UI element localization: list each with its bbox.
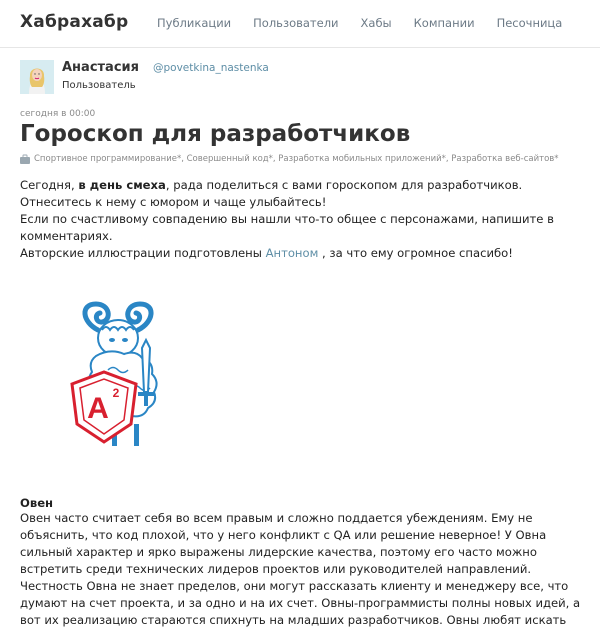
intro-paragraph-1: Сегодня, в день смеха, рада поделиться с вами гороскопом для разработчиков. Отнеситесь к нему с юмором и чаще улыбайтесь! [20,178,523,209]
intro-paragraph-2: Если по счастливому совпадению вы нашли что-то общее с персонажами, напишите в комментариях. [20,212,554,243]
top-header [0,0,600,48]
author-role: Пользователь [62,80,136,91]
illustrator-link[interactable]: Антоном [265,246,319,260]
author-name[interactable]: Анастасия [62,60,139,75]
intro-bold: в день смеха [78,178,166,192]
nav-companies[interactable]: Компании [413,16,475,30]
section-title-aries: Овен [20,496,54,510]
badge-superscript: 2 [112,386,120,400]
post-title[interactable]: Гороскоп для разработчиков [20,121,411,147]
avatar[interactable] [20,60,54,94]
main-nav [157,16,584,30]
post-hubs [20,154,559,164]
section-body-aries: Овен часто считает себя во всем правым и сложно поддается убеждениям. Ему не объяснить, что код плохой, что у него конфликт с QA или решение неверное! У Овна сильный характер и ярко выражены лидерские качества, поэтому его часто можно встретить среди технических лидеров проектов или руководителей направлений. Честность Овна не знает пределов, они могут рассказать клиенту и менеджеру все, что думают на счет проекта, и за одно и на их счет. Овны-программисты полны новых идей, а вот их реализацию стараются спихнуть на младших разработчиков. Овны любят искать [20,511,581,627]
aries-illustration [68,300,188,450]
site-logo[interactable]: Хабрахабр [20,12,129,32]
nav-hubs[interactable]: Хабы [360,16,392,30]
post-intro [20,177,585,262]
nav-users[interactable]: Пользователи [253,16,339,30]
nav-publications[interactable]: Публикации [157,16,232,30]
author-handle[interactable]: @povetkina_nastenka [153,62,269,74]
nav-sandbox[interactable]: Песочница [496,16,563,30]
intro-paragraph-3: Авторские иллюстрации подготовлены Антоном , за что ему огромное спасибо! [20,246,513,260]
briefcase-icon [20,155,30,164]
badge-letter: A [87,392,109,425]
post-time: сегодня в 00:00 [20,109,96,119]
hubs-list[interactable]: Спортивное программирование*, Совершенный код*, Разработка мобильных приложений*, Разработка веб-сайтов* [34,154,559,164]
